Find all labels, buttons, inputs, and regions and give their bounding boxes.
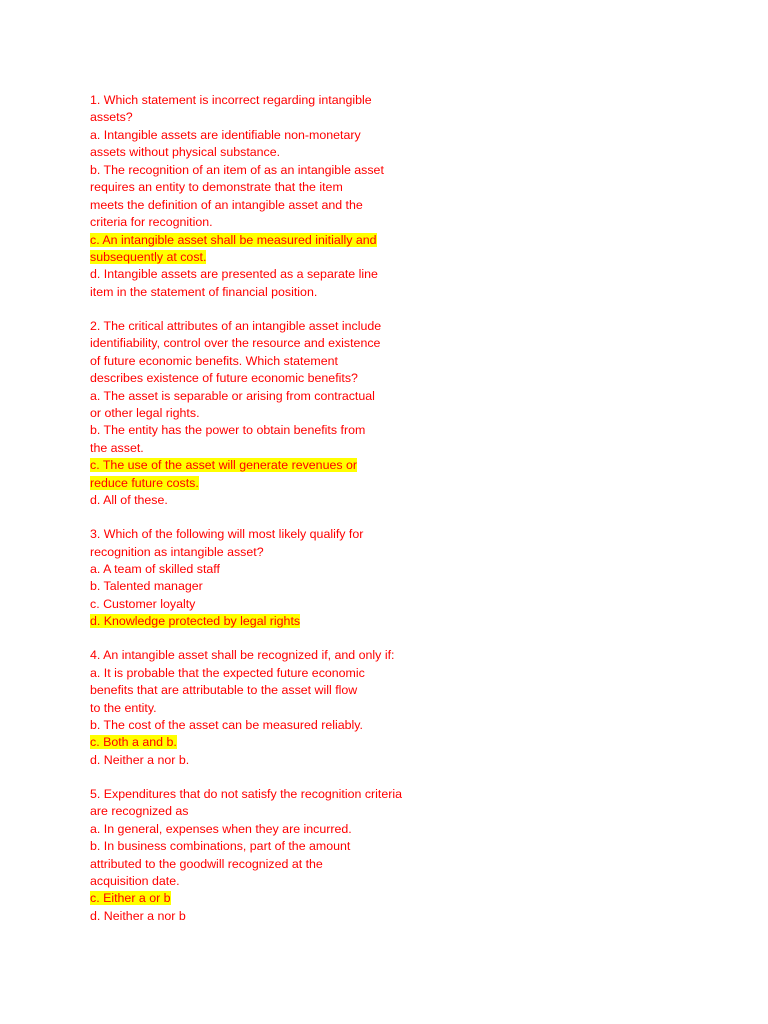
line-text: a. Intangible assets are identifiable non-monetary — [90, 127, 361, 142]
line-text: 2. The critical attributes of an intangible asset include — [90, 318, 382, 333]
question-spacer — [90, 510, 430, 527]
line-text: d. Intangible assets are presented as a separate line — [90, 267, 378, 282]
line-text: 3. Which of the following will most likely qualify for — [90, 527, 364, 542]
text-line — [90, 214, 430, 231]
line-text: or other legal rights. — [90, 405, 200, 420]
question-spacer — [90, 301, 430, 318]
text-line — [90, 838, 430, 855]
line-text: assets without physical substance. — [90, 145, 281, 160]
question-spacer — [90, 769, 430, 786]
line-text: assets? — [90, 110, 133, 125]
text-line — [90, 388, 430, 405]
line-text: describes existence of future economic benefits? — [90, 371, 358, 386]
text-line — [90, 370, 430, 387]
line-text: are recognized as — [90, 804, 189, 819]
question-block-2 — [90, 318, 430, 510]
highlighted-answer-line — [90, 249, 430, 266]
line-text: a. A team of skilled staff — [90, 561, 220, 576]
line-text: 4. An intangible asset shall be recognized if, and only if: — [90, 648, 395, 663]
line-text: of future economic benefits. Which statement — [90, 353, 338, 368]
text-line — [90, 127, 430, 144]
text-line — [90, 197, 430, 214]
highlighted-answer-line — [90, 457, 430, 474]
line-text: reduce future costs. — [90, 475, 199, 490]
text-line — [90, 665, 430, 682]
line-text: b. The entity has the power to obtain benefits from — [90, 423, 366, 438]
line-text: identifiability, control over the resource and existence — [90, 336, 381, 351]
line-text: benefits that are attributable to the asset will flow — [90, 683, 358, 698]
text-line — [90, 109, 430, 126]
line-text: a. The asset is separable or arising from contractual — [90, 388, 375, 403]
text-line — [90, 144, 430, 161]
line-text: d. Knowledge protected by legal rights — [90, 614, 301, 629]
line-text: criteria for recognition. — [90, 215, 213, 230]
text-line — [90, 682, 430, 699]
text-line — [90, 873, 430, 890]
question-spacer — [90, 631, 430, 648]
text-line — [90, 803, 430, 820]
text-line — [90, 544, 430, 561]
line-text: attributed to the goodwill recognized at the — [90, 856, 323, 871]
text-line — [90, 353, 430, 370]
question-block-5 — [90, 786, 430, 926]
line-text: c. An intangible asset shall be measured initially and — [90, 232, 377, 247]
text-line — [90, 752, 430, 769]
line-text: c. Either a or b — [90, 891, 171, 906]
line-text: b. In business combinations, part of the amount — [90, 839, 351, 854]
line-text: recognition as intangible asset? — [90, 544, 264, 559]
text-line — [90, 440, 430, 457]
line-text: b. The recognition of an item of as an intangible asset — [90, 162, 384, 177]
text-line — [90, 179, 430, 196]
highlighted-answer-line — [90, 475, 430, 492]
line-text: to the entity. — [90, 700, 157, 715]
line-text: c. The use of the asset will generate revenues or — [90, 458, 358, 473]
line-text: d. Neither a nor b. — [90, 752, 190, 767]
text-line — [90, 405, 430, 422]
text-line — [90, 526, 430, 543]
text-line — [90, 266, 430, 283]
text-line — [90, 908, 430, 925]
text-line — [90, 856, 430, 873]
text-line — [90, 162, 430, 179]
text-line — [90, 92, 430, 109]
line-text: 5. Expenditures that do not satisfy the recognition criteria — [90, 786, 403, 801]
line-text: meets the definition of an intangible asset and the — [90, 197, 363, 212]
highlighted-answer-line — [90, 890, 430, 907]
text-line — [90, 284, 430, 301]
highlighted-answer-line — [90, 232, 430, 249]
line-text: acquisition date. — [90, 873, 180, 888]
text-line — [90, 422, 430, 439]
text-line — [90, 700, 430, 717]
text-line — [90, 318, 430, 335]
line-text: 1. Which statement is incorrect regarding intangible — [90, 93, 372, 107]
line-text: d. Neither a nor b — [90, 908, 186, 923]
line-text: d. All of these. — [90, 493, 168, 508]
text-line — [90, 596, 430, 613]
line-text: c. Both a and b. — [90, 735, 177, 750]
text-line — [90, 335, 430, 352]
text-line — [90, 578, 430, 595]
line-text: a. It is probable that the expected future economic — [90, 665, 365, 680]
line-text: item in the statement of financial position. — [90, 284, 318, 299]
question-block-1 — [90, 92, 430, 301]
line-text: b. Talented manager — [90, 579, 203, 594]
document-page — [90, 92, 430, 925]
line-text: requires an entity to demonstrate that the item — [90, 180, 343, 195]
text-line — [90, 717, 430, 734]
highlighted-answer-line — [90, 613, 430, 630]
line-text: c. Customer loyalty — [90, 596, 196, 611]
question-block-3 — [90, 526, 430, 631]
text-line — [90, 647, 430, 664]
line-text: subsequently at cost. — [90, 249, 207, 264]
text-line — [90, 492, 430, 509]
text-line — [90, 561, 430, 578]
highlighted-answer-line — [90, 734, 430, 751]
text-line — [90, 821, 430, 838]
line-text: a. In general, expenses when they are incurred. — [90, 821, 352, 836]
line-text: b. The cost of the asset can be measured reliably. — [90, 717, 363, 732]
question-block-4 — [90, 647, 430, 769]
text-line — [90, 786, 430, 803]
line-text: the asset. — [90, 440, 144, 455]
